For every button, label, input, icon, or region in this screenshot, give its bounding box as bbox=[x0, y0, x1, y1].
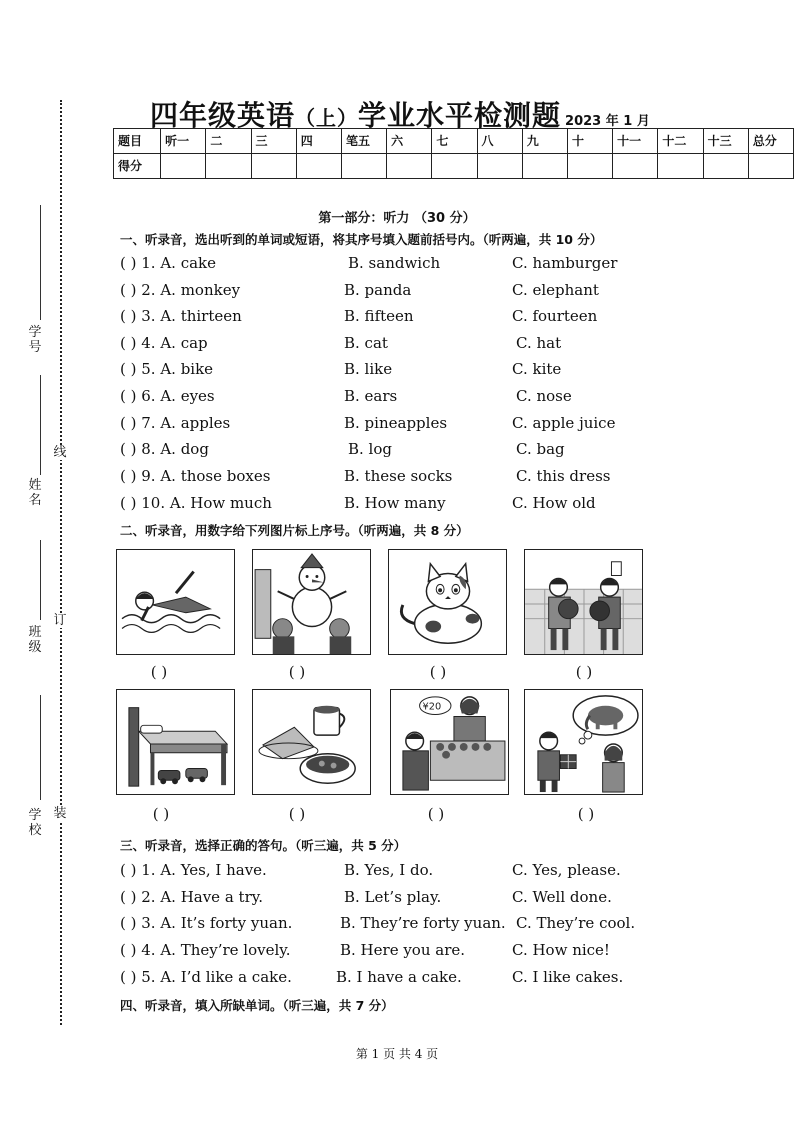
option-a: ( ) 5. A. I’d like a cake. bbox=[120, 968, 292, 986]
snowman-illustration bbox=[253, 550, 370, 654]
option-c: C. fourteen bbox=[512, 307, 598, 325]
score-cell[interactable] bbox=[432, 154, 477, 179]
score-cell[interactable] bbox=[703, 154, 748, 179]
name-label: 姓名 bbox=[28, 478, 42, 508]
option-b: B. Yes, I do. bbox=[344, 861, 434, 879]
option-a: ( ) 9. A. those boxes bbox=[120, 467, 271, 485]
picture-watermelon-kids bbox=[524, 549, 643, 655]
option-b: B. ears bbox=[344, 387, 398, 405]
question-row bbox=[120, 465, 680, 487]
answer-paren[interactable]: ( ) bbox=[429, 663, 447, 681]
question-row bbox=[120, 332, 680, 354]
option-b: B. They’re forty yuan. bbox=[340, 914, 506, 932]
score-header-cell: 二 bbox=[206, 129, 251, 154]
option-a: ( ) 5. A. bike bbox=[120, 360, 214, 378]
option-c: C. How nice! bbox=[512, 941, 610, 959]
option-c: C. They’re cool. bbox=[516, 914, 636, 932]
option-c: C. nose bbox=[516, 387, 572, 405]
picture-food bbox=[252, 689, 371, 795]
score-cell[interactable] bbox=[567, 154, 612, 179]
section3-title: 三、听录音，选择正确的答句。（听三遍，共 5 分） bbox=[120, 838, 407, 853]
option-c: C. hamburger bbox=[512, 254, 618, 272]
score-cell[interactable] bbox=[341, 154, 386, 179]
option-a: ( ) 6. A. eyes bbox=[120, 387, 215, 405]
food-illustration bbox=[253, 690, 370, 794]
answer-paren[interactable]: ( ) bbox=[427, 805, 445, 823]
school-label: 学校 bbox=[28, 808, 42, 838]
answer-paren[interactable]: ( ) bbox=[288, 663, 306, 681]
question-row bbox=[120, 358, 680, 380]
score-header-cell: 四 bbox=[296, 129, 341, 154]
picture-bed-cars bbox=[116, 689, 235, 795]
option-b: B. cat bbox=[344, 334, 388, 352]
score-table-score-row bbox=[114, 154, 794, 179]
answer-paren[interactable]: ( ) bbox=[577, 805, 595, 823]
option-b: B. pineapples bbox=[344, 414, 448, 432]
question-row bbox=[120, 438, 680, 460]
score-cell[interactable] bbox=[251, 154, 296, 179]
option-c: C. apple juice bbox=[512, 414, 616, 432]
price-tag-text: ¥20 bbox=[422, 701, 442, 713]
question-row bbox=[120, 385, 680, 407]
answer-paren[interactable]: ( ) bbox=[152, 805, 170, 823]
section2-title: 二、听录音，用数字给下列图片标上序号。（听两遍，共 8 分） bbox=[120, 523, 469, 538]
question-row bbox=[120, 912, 680, 934]
score-header-cell: 九 bbox=[522, 129, 567, 154]
score-cell[interactable] bbox=[161, 154, 206, 179]
option-b: B. How many bbox=[344, 494, 446, 512]
score-header-cell: 十 bbox=[567, 129, 612, 154]
score-header-cell: 听一 bbox=[161, 129, 206, 154]
score-header-cell: 十二 bbox=[658, 129, 703, 154]
option-c: C. I like cakes. bbox=[512, 968, 624, 986]
score-row-label: 得分 bbox=[114, 154, 161, 179]
score-cell[interactable] bbox=[206, 154, 251, 179]
score-cell[interactable] bbox=[658, 154, 703, 179]
score-table-header-row bbox=[114, 129, 794, 154]
score-cell[interactable] bbox=[296, 154, 341, 179]
picture-gift-elephant bbox=[524, 689, 643, 795]
option-c: C. this dress bbox=[516, 467, 611, 485]
answer-paren[interactable]: ( ) bbox=[288, 805, 306, 823]
part1-title: 第一部分：听力 （30 分） bbox=[318, 211, 476, 226]
binding-word-bind: 装 bbox=[53, 806, 67, 821]
page-footer: 第 1 页 共 4 页 bbox=[355, 1047, 439, 1061]
kids-watermelon-illustration bbox=[525, 550, 642, 654]
class-blank[interactable] bbox=[40, 540, 41, 620]
option-a: ( ) 7. A. apples bbox=[120, 414, 231, 432]
option-b: B. panda bbox=[344, 281, 412, 299]
student-id-label: 学号 bbox=[28, 325, 42, 355]
question-row bbox=[120, 305, 680, 327]
picture-shopping bbox=[390, 689, 509, 795]
question-row bbox=[120, 859, 680, 881]
option-a: ( ) 10. A. How much bbox=[120, 494, 272, 512]
section1-title: 一、听录音，选出听到的单词或短语，将其序号填入题前括号内。（听两遍，共 10 分） bbox=[120, 232, 603, 247]
option-b: B. Here you are. bbox=[340, 941, 466, 959]
binding-dotted-line bbox=[60, 100, 62, 1025]
question-row bbox=[120, 279, 680, 301]
score-header-cell: 十一 bbox=[613, 129, 658, 154]
score-header-cell: 笔五 bbox=[341, 129, 386, 154]
option-c: C. How old bbox=[512, 494, 596, 512]
option-b: B. these socks bbox=[344, 467, 453, 485]
option-b: B. like bbox=[344, 360, 393, 378]
name-blank[interactable] bbox=[40, 375, 41, 475]
binding-word-order: 订 bbox=[53, 613, 67, 628]
score-cell[interactable] bbox=[477, 154, 522, 179]
question-row bbox=[120, 412, 680, 434]
class-label: 班级 bbox=[28, 625, 42, 655]
option-a: ( ) 4. A. They’re lovely. bbox=[120, 941, 291, 959]
option-c: C. elephant bbox=[512, 281, 599, 299]
score-header-cell: 三 bbox=[251, 129, 296, 154]
shopping-illustration bbox=[391, 690, 508, 794]
option-a: ( ) 3. A. thirteen bbox=[120, 307, 242, 325]
score-header-cell: 总分 bbox=[748, 129, 793, 154]
option-a: ( ) 1. A. Yes, I have. bbox=[120, 861, 267, 879]
score-cell[interactable] bbox=[613, 154, 658, 179]
answer-paren[interactable]: ( ) bbox=[575, 663, 593, 681]
option-b: B. sandwich bbox=[348, 254, 441, 272]
option-a: ( ) 3. A. It’s forty yuan. bbox=[120, 914, 293, 932]
score-cell[interactable] bbox=[387, 154, 432, 179]
option-c: C. hat bbox=[516, 334, 562, 352]
score-cell[interactable] bbox=[748, 154, 793, 179]
picture-cat bbox=[388, 549, 507, 655]
option-a: ( ) 4. A. cap bbox=[120, 334, 208, 352]
exam-date: 2023 年 1 月 bbox=[565, 114, 650, 129]
option-c: C. kite bbox=[512, 360, 562, 378]
score-header-cell: 六 bbox=[387, 129, 432, 154]
option-b: B. fifteen bbox=[344, 307, 414, 325]
option-c: C. Yes, please. bbox=[512, 861, 621, 879]
question-row bbox=[120, 492, 680, 514]
picture-swimming bbox=[116, 549, 235, 655]
option-c: C. Well done. bbox=[512, 888, 612, 906]
question-row bbox=[120, 252, 680, 274]
binding-word-line: 线 bbox=[53, 445, 67, 460]
picture-snowman bbox=[252, 549, 371, 655]
swimmer-illustration bbox=[117, 550, 234, 654]
score-cell[interactable] bbox=[522, 154, 567, 179]
exam-title: 四年级英语（上）学业水平检测题 bbox=[150, 99, 562, 132]
score-header-cell: 十三 bbox=[703, 129, 748, 154]
score-header-cell: 七 bbox=[432, 129, 477, 154]
answer-paren[interactable]: ( ) bbox=[150, 663, 168, 681]
gift-illustration bbox=[525, 690, 642, 794]
option-a: ( ) 1. A. cake bbox=[120, 254, 216, 272]
cat-illustration bbox=[389, 550, 506, 654]
school-blank[interactable] bbox=[40, 695, 41, 800]
score-table bbox=[113, 128, 794, 179]
bed-illustration bbox=[117, 690, 234, 794]
question-row bbox=[120, 886, 680, 908]
score-header-cell: 八 bbox=[477, 129, 522, 154]
option-c: C. bag bbox=[516, 440, 565, 458]
question-row bbox=[120, 939, 680, 961]
option-a: ( ) 2. A. monkey bbox=[120, 281, 241, 299]
option-a: ( ) 8. A. dog bbox=[120, 440, 209, 458]
option-b: B. log bbox=[348, 440, 392, 458]
section4-title: 四、听录音，填入所缺单词。（听三遍，共 7 分） bbox=[120, 998, 394, 1013]
score-header-cell: 题目 bbox=[114, 129, 161, 154]
option-b: B. Let’s play. bbox=[344, 888, 442, 906]
option-a: ( ) 2. A. Have a try. bbox=[120, 888, 263, 906]
question-row bbox=[120, 966, 680, 988]
option-b: B. I have a cake. bbox=[336, 968, 462, 986]
